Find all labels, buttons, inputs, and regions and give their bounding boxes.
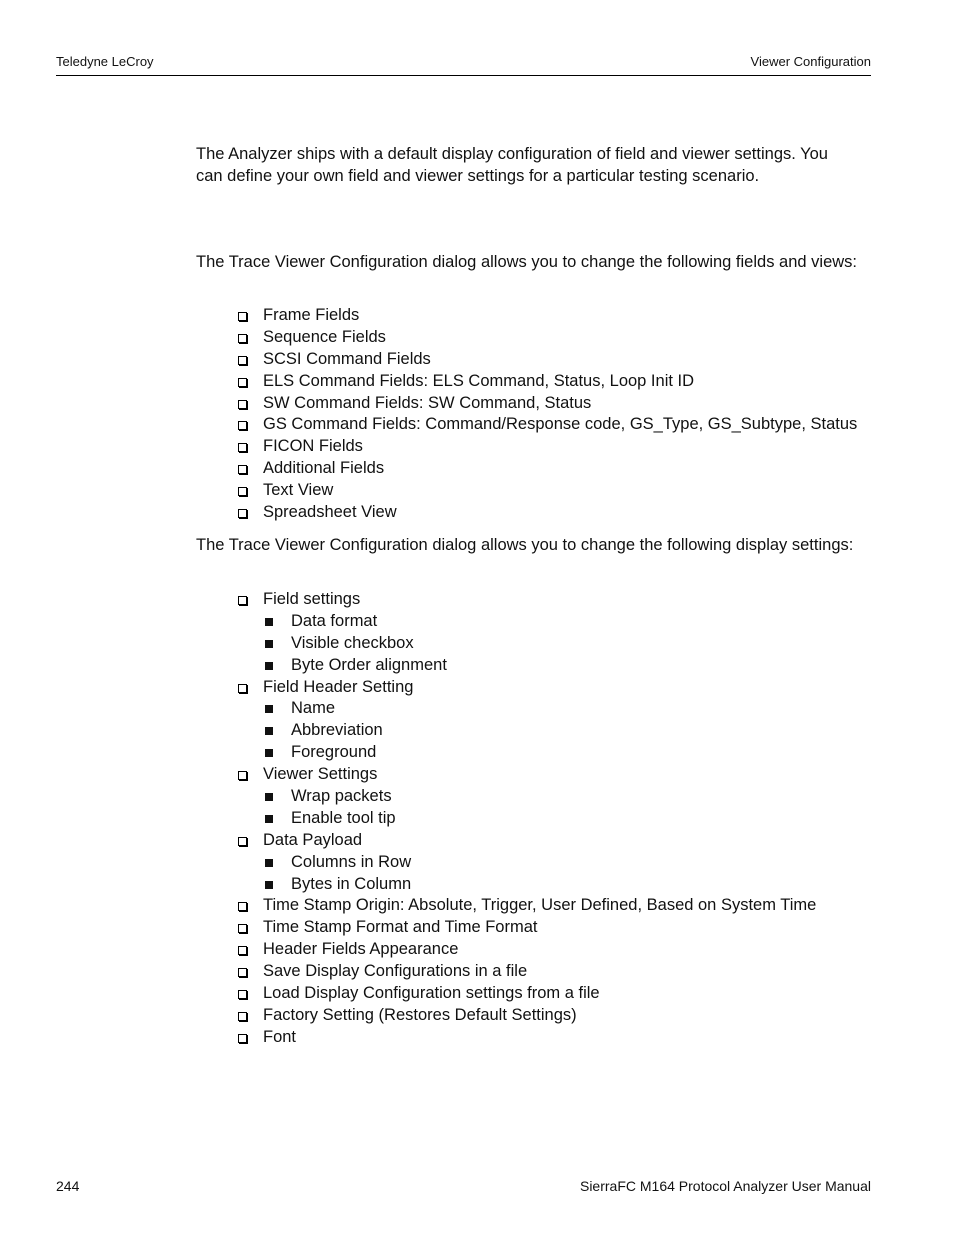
checkbox-bullet-icon [238,596,247,605]
checkbox-bullet-icon [238,990,247,999]
checkbox-bullet-icon [238,902,247,911]
square-bullet-icon [265,815,273,823]
checkbox-bullet-icon [238,684,247,693]
checkbox-bullet-icon [238,771,247,780]
square-bullet-icon [265,727,273,735]
checkbox-bullet-icon [238,487,247,496]
fields-intro-paragraph: The Trace Viewer Configuration dialog allows you to change the following fields and views: [196,253,857,271]
checkbox-bullet-icon [238,924,247,933]
header-section-title: Viewer Configuration [750,54,871,69]
square-bullet-icon [265,859,273,867]
square-bullet-icon [265,618,273,626]
checkbox-bullet-icon [238,946,247,955]
checkbox-bullet-icon [238,465,247,474]
square-bullet-icon [265,705,273,713]
checkbox-bullet-icon [238,968,247,977]
intro-paragraph: The Analyzer ships with a default display configuration of field and viewer settings. You can define your own field and viewer settings for a particular testing scenario. [196,145,828,185]
checkbox-bullet-icon [238,1012,247,1021]
checkbox-bullet-icon [238,509,247,518]
checkbox-bullet-icon [238,837,247,846]
checkbox-bullet-icon [238,356,247,365]
checkbox-bullet-icon [238,312,247,321]
page-header [56,54,871,76]
checkbox-bullet-icon [238,400,247,409]
display-intro-paragraph: The Trace Viewer Configuration dialog allows you to change the following display settings: [196,536,854,554]
square-bullet-icon [265,662,273,670]
square-bullet-icon [265,640,273,648]
header-company: Teledyne LeCroy [56,54,154,69]
page-footer [56,1178,871,1196]
checkbox-bullet-icon [238,1034,247,1043]
checkbox-bullet-icon [238,378,247,387]
checkbox-bullet-icon [238,421,247,430]
checkbox-bullet-icon [238,334,247,343]
page-number: 244 [56,1178,80,1194]
square-bullet-icon [265,793,273,801]
checkbox-bullet-icon [238,443,247,452]
square-bullet-icon [265,749,273,757]
square-bullet-icon [265,881,273,889]
footer-manual-title: SierraFC M164 Protocol Analyzer User Manual [579,1178,871,1194]
